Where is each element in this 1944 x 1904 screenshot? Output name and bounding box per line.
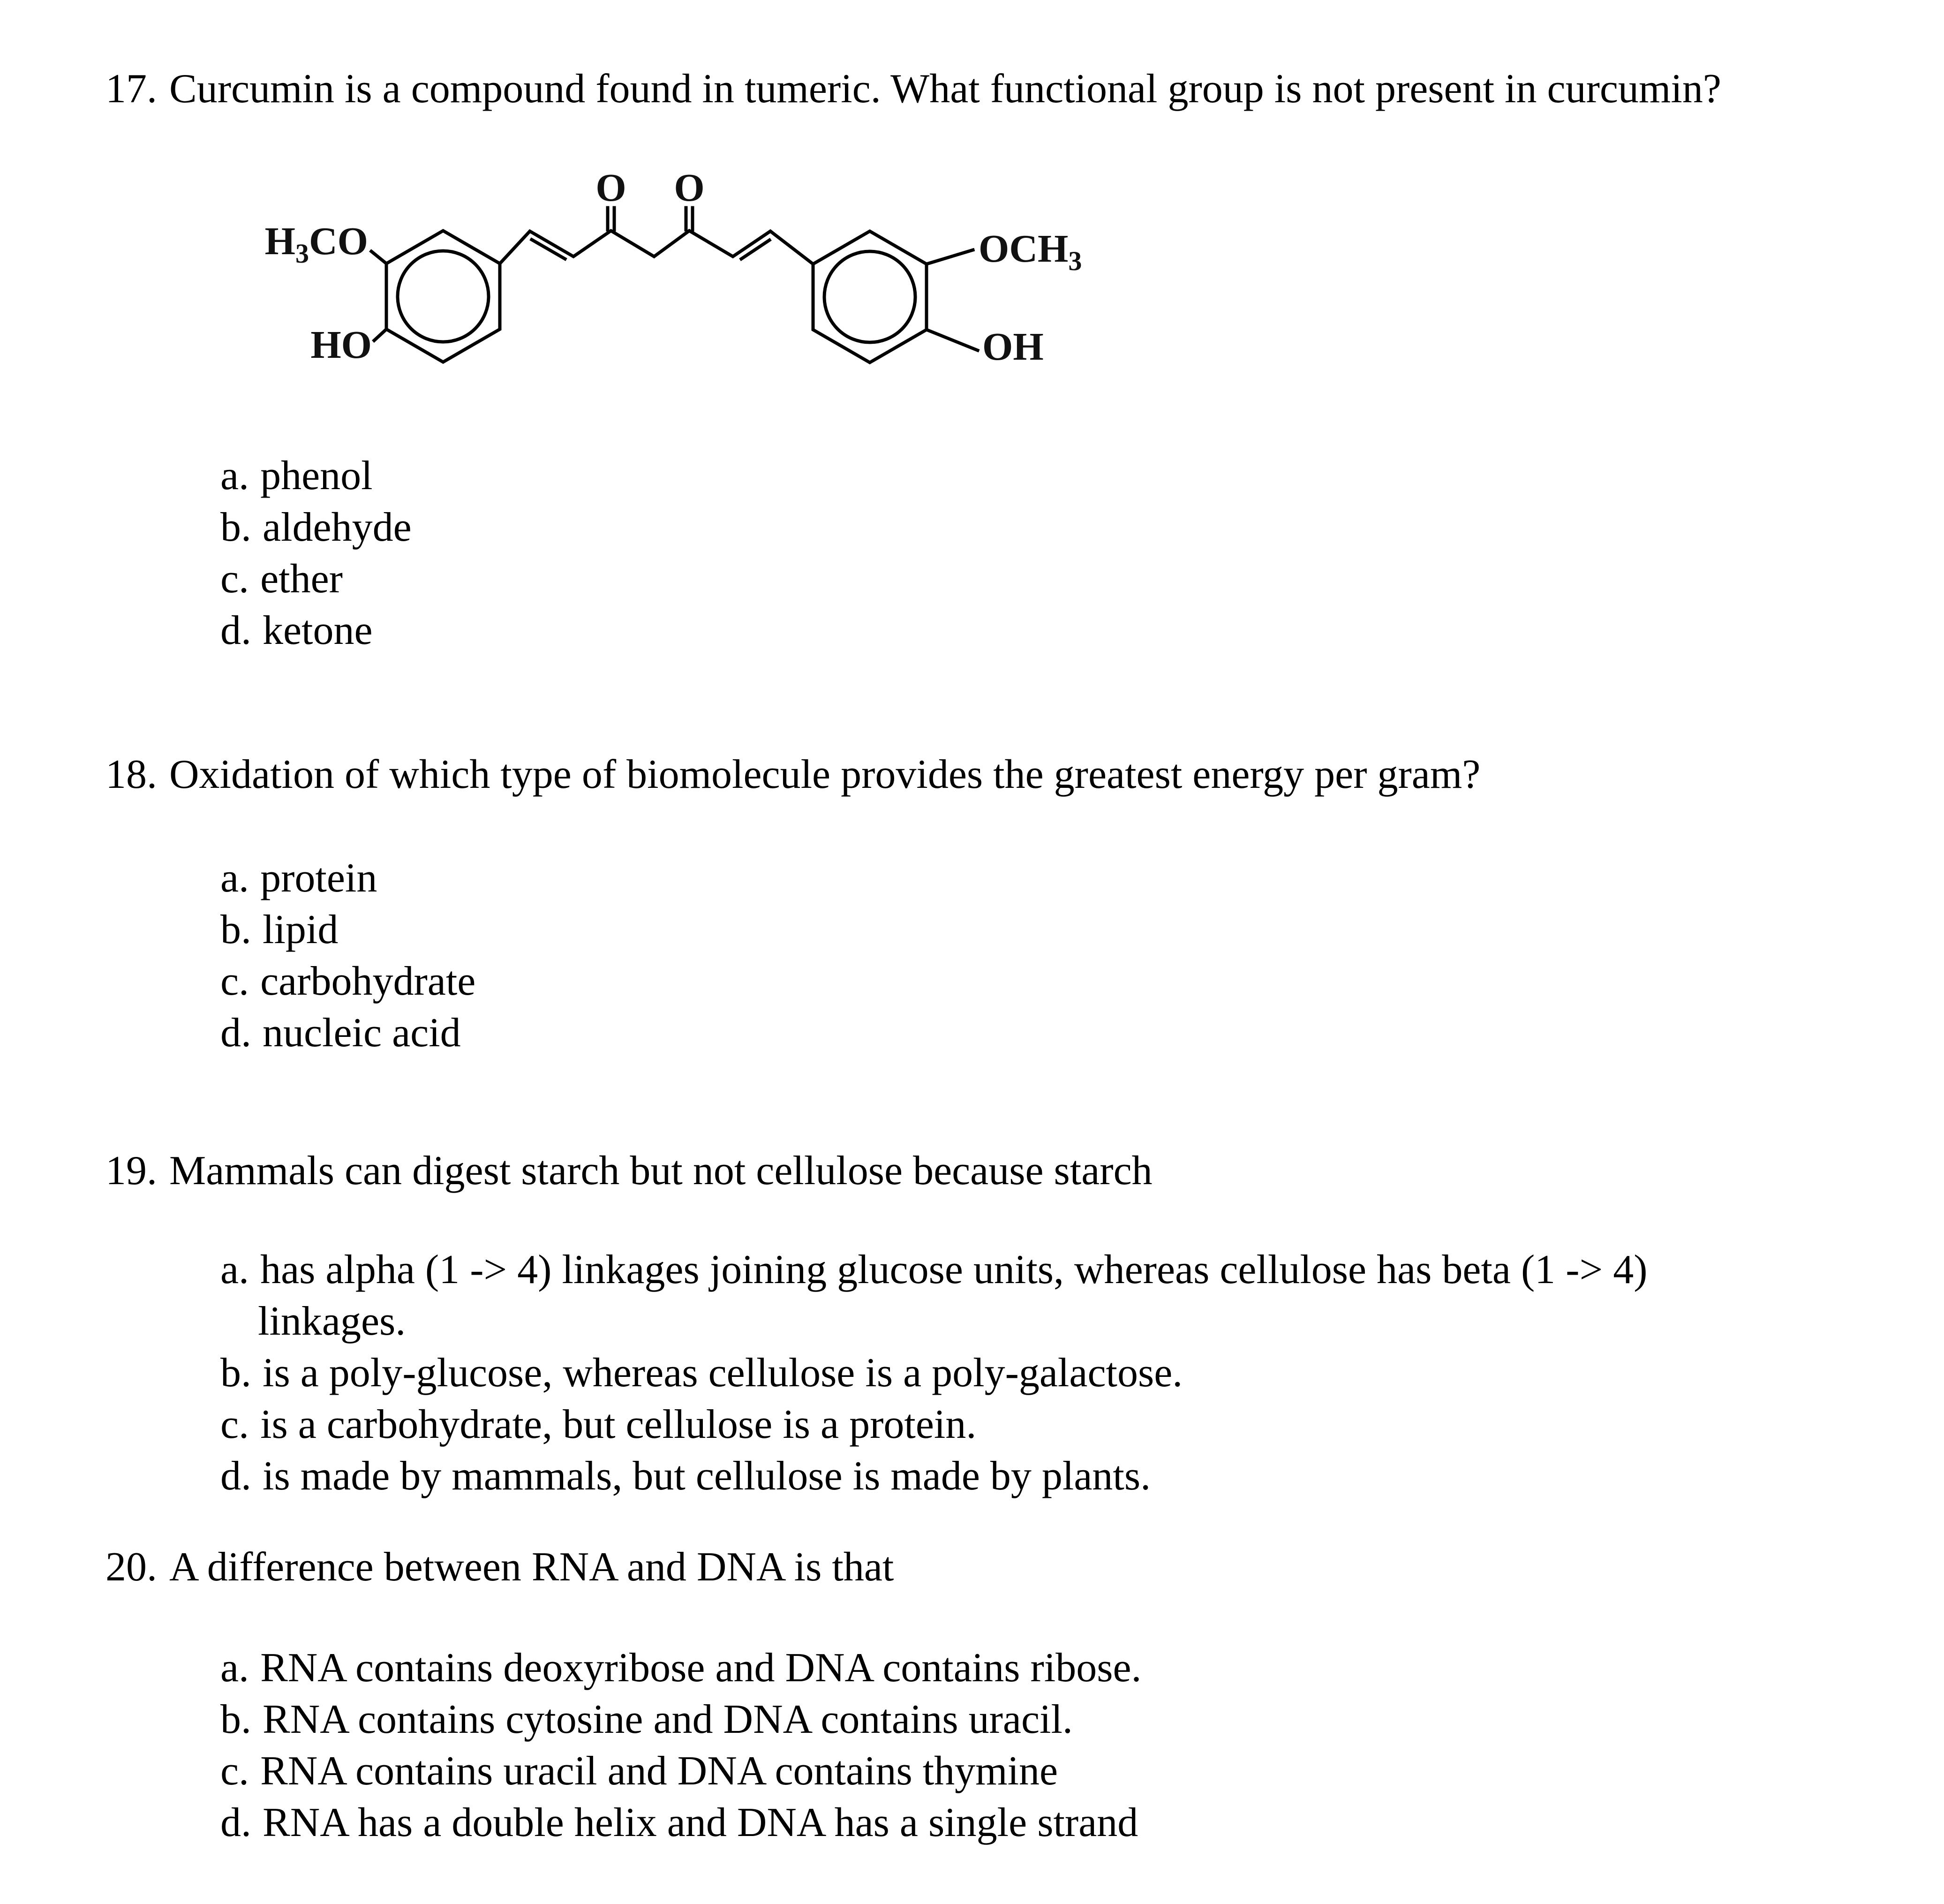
question-17-number: 17. — [105, 66, 157, 112]
question-17-option-c — [220, 553, 412, 605]
option-text: ketone — [263, 608, 373, 653]
question-20-stem — [105, 1541, 894, 1593]
hydroxy-right-bond — [927, 330, 978, 350]
benzene-circle-right — [824, 251, 915, 342]
curcumin-structure — [260, 155, 1085, 375]
option-text: carbohydrate — [260, 959, 476, 1004]
option-letter: c. — [220, 556, 249, 602]
option-letter: a. — [220, 855, 249, 901]
option-letter: a. — [220, 1645, 249, 1691]
question-18-options — [220, 853, 475, 1059]
option-letter: b. — [220, 907, 251, 952]
question-18-stem — [105, 749, 1480, 801]
option-text: is a poly-glucose, whereas cellulose is a poly-galactose. — [263, 1350, 1183, 1396]
option-letter: d. — [220, 608, 251, 653]
option-letter: d. — [220, 1010, 251, 1056]
question-18-number: 18. — [105, 752, 157, 797]
question-20-option-c — [220, 1745, 1142, 1797]
option-text: phenol — [260, 453, 373, 499]
question-19-option-a — [220, 1244, 1648, 1296]
methoxy-right-bond — [927, 250, 973, 264]
option-letter: c. — [220, 959, 249, 1004]
option-letter: b. — [220, 1350, 251, 1396]
hydroxy-left-bond — [374, 329, 386, 340]
option-text: is made by mammals, but cellulose is made by plants. — [263, 1453, 1151, 1499]
question-18-option-b — [220, 904, 475, 956]
question-20-option-d — [220, 1797, 1142, 1849]
option-text: lipid — [263, 907, 339, 952]
option-text: protein — [260, 855, 377, 901]
methoxy-left-bond — [371, 251, 386, 264]
carbonyl-oxygen-2-label: O — [674, 166, 705, 210]
question-20-option-b — [220, 1694, 1142, 1745]
hydroxy-left-label: HO — [310, 323, 372, 367]
question-17-option-a — [220, 450, 412, 502]
question-19-number: 19. — [105, 1148, 157, 1194]
option-text: ether — [260, 556, 343, 602]
curcumin-structure-figure — [260, 155, 1085, 375]
option-text: RNA has a double helix and DNA has a single strand — [263, 1800, 1138, 1845]
question-19-options — [220, 1244, 1648, 1502]
question-17-option-d — [220, 605, 412, 657]
option-letter: a. — [220, 1247, 249, 1292]
question-18-option-a — [220, 853, 475, 904]
methoxy-left-label: $H_3CO$ — [264, 219, 368, 269]
option-letter: d. — [220, 1800, 251, 1845]
question-18-option-d — [220, 1007, 475, 1059]
question-20-options — [220, 1642, 1142, 1849]
question-18-option-c — [220, 956, 475, 1007]
option-text: RNA contains uracil and DNA contains thymine — [260, 1748, 1058, 1794]
option-text-continuation: linkages. — [258, 1299, 406, 1344]
option-letter: b. — [220, 505, 251, 550]
benzene-circle-left — [398, 251, 489, 342]
option-letter: c. — [220, 1748, 249, 1794]
option-text: has alpha (1 -> 4) linkages joining glucose units, whereas cellulose has beta (1 -> 4) — [260, 1247, 1648, 1292]
question-17-options — [220, 450, 412, 657]
option-text: RNA contains deoxyribose and DNA contains ribose. — [260, 1645, 1142, 1691]
option-text: aldehyde — [263, 505, 412, 550]
option-letter: c. — [220, 1402, 249, 1447]
option-text: nucleic acid — [263, 1010, 461, 1056]
option-letter: d. — [220, 1453, 251, 1499]
question-19-option-c — [220, 1399, 1648, 1451]
option-letter: a. — [220, 453, 249, 499]
question-19-text: Mammals can digest starch but not cellulose because starch — [169, 1148, 1153, 1194]
methoxy-right-label: $OCH_3$ — [979, 227, 1082, 276]
question-20-text: A difference between RNA and DNA is that — [169, 1544, 894, 1590]
question-17-text: Curcumin is a compound found in tumeric. What functional group is not present in curcumin? — [169, 66, 1721, 112]
carbonyl-oxygen-1-label: O — [595, 166, 626, 210]
hydroxy-right-label: OH — [982, 325, 1044, 369]
option-text: RNA contains cytosine and DNA contains uracil. — [263, 1697, 1073, 1742]
question-19-option-a-continuation — [220, 1296, 1648, 1347]
option-letter: b. — [220, 1697, 251, 1742]
question-17-stem — [105, 63, 1721, 115]
option-text: is a carbohydrate, but cellulose is a protein. — [260, 1402, 977, 1447]
question-20-number: 20. — [105, 1544, 157, 1590]
question-18-text: Oxidation of which type of biomolecule provides the greatest energy per gram? — [169, 752, 1481, 797]
question-19-stem — [105, 1145, 1153, 1197]
question-19-option-d — [220, 1451, 1648, 1502]
question-17-option-b — [220, 502, 412, 553]
question-20-option-a — [220, 1642, 1142, 1694]
question-19-option-b — [220, 1347, 1648, 1399]
